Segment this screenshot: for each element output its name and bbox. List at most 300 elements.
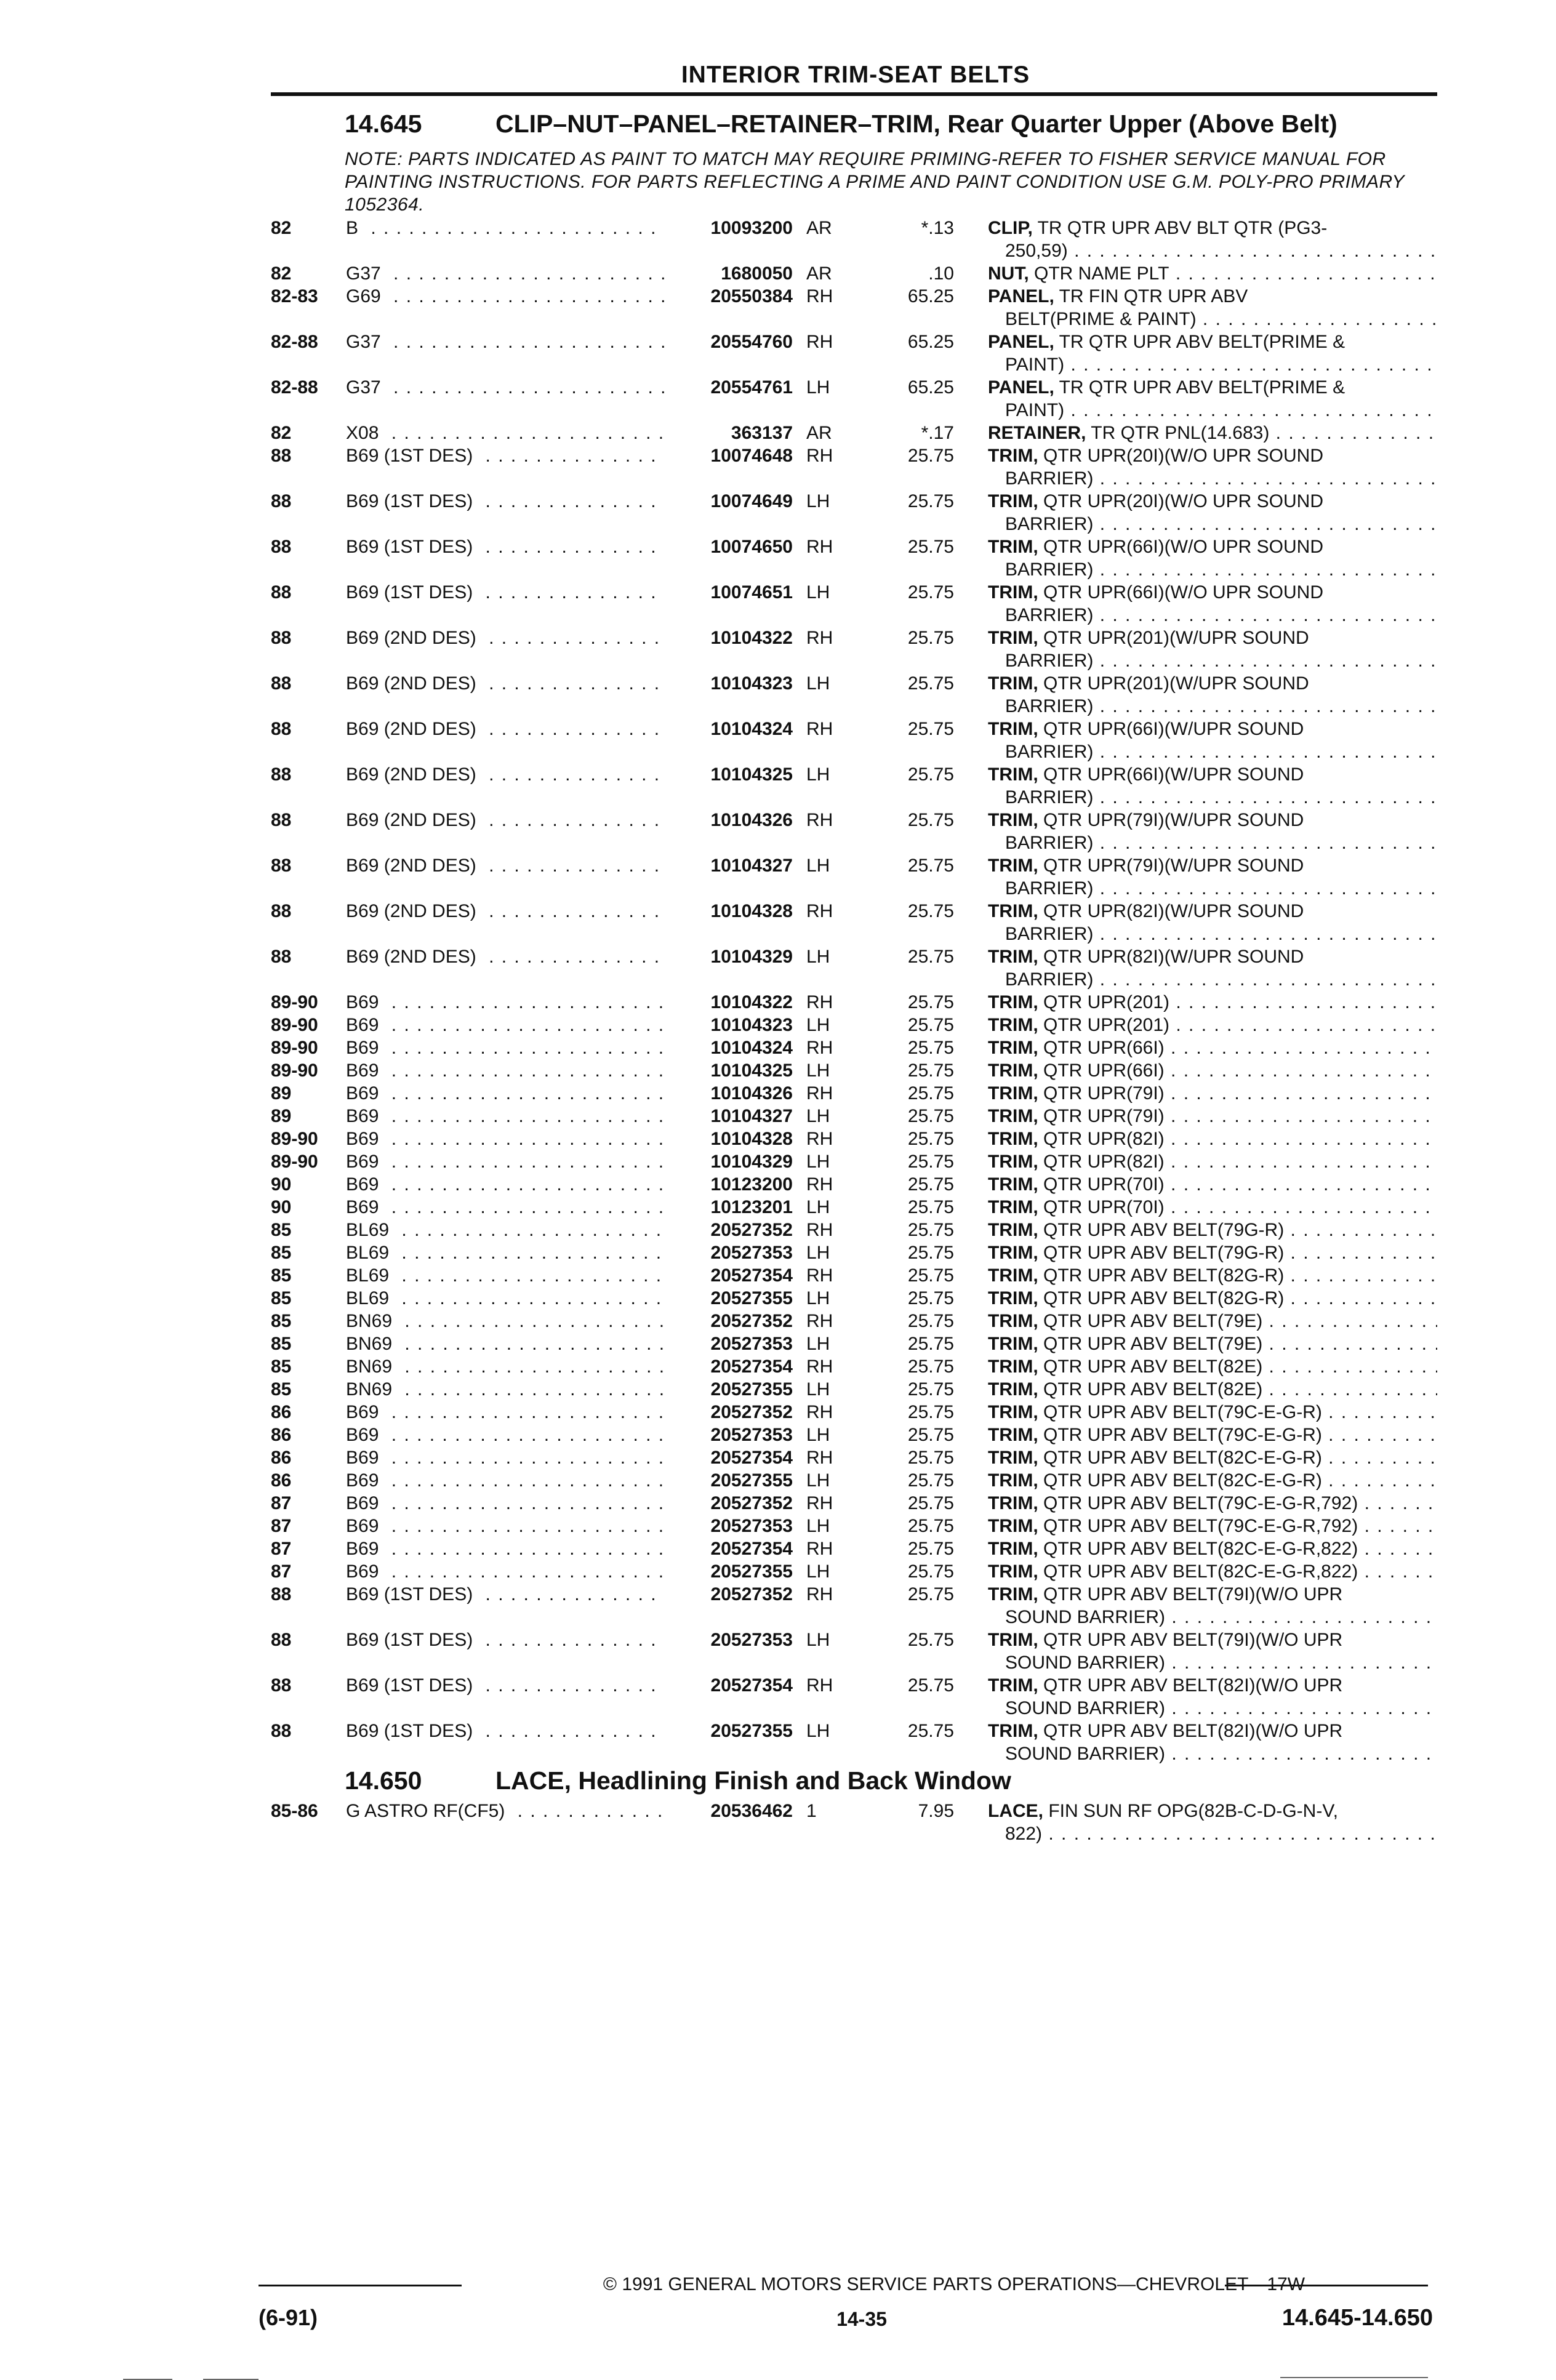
body-model-text: BL69 (346, 1243, 395, 1263)
description (988, 1287, 1437, 1310)
body-model-text: B69 (346, 1516, 385, 1536)
description-continuation: BELT(PRIME & PAINT) . . . (988, 308, 1437, 331)
description (988, 1310, 1437, 1332)
part-number: 20527352 (665, 1583, 793, 1606)
header-rule (271, 92, 1437, 96)
body-model-text: B69 (346, 1470, 385, 1491)
description (988, 991, 1437, 1014)
description-continuation: SOUND BARRIER) . . . (988, 1742, 1437, 1765)
description-text: QTR UPR ABV BELT(82G-R) (1038, 1265, 1285, 1286)
section-number: 14.645 (345, 110, 422, 138)
table-row (0, 718, 1556, 763)
description-noun: TRIM, (988, 628, 1038, 648)
model-years: 89-90 (271, 992, 318, 1012)
body-model-text: B69 (2ND DES) (346, 810, 483, 830)
description-noun: LACE, (988, 1801, 1043, 1821)
table-row (0, 763, 1556, 809)
body-model-text: B69 (346, 1038, 385, 1058)
part-number: 20554760 (665, 331, 793, 353)
description-text: QTR UPR(82I) (1038, 1152, 1165, 1172)
description-line (988, 1036, 1437, 1059)
price: *.17 (921, 423, 954, 443)
description-text: QTR UPR ABV BELT(79G-R) (1038, 1220, 1285, 1240)
model-years: 82-83 (271, 286, 318, 307)
description (988, 854, 1437, 900)
body-model (346, 991, 666, 1014)
description-line (988, 1424, 1437, 1446)
model-years: 89 (271, 1083, 292, 1104)
model-years: 89 (271, 1106, 292, 1126)
part-number: 20527353 (665, 1332, 793, 1355)
description-continuation: SOUND BARRIER) . . . (988, 1697, 1437, 1720)
table-row (0, 809, 1556, 854)
body-model-text: B69 (346, 1129, 385, 1149)
part-number: 10104325 (665, 763, 793, 786)
description-line (988, 627, 1437, 649)
price: 25.75 (907, 810, 954, 830)
quantity: LH (806, 1060, 830, 1081)
body-model (346, 1287, 666, 1310)
description (988, 1800, 1437, 1845)
description (988, 1264, 1437, 1287)
body-model (346, 535, 666, 558)
description-text: QTR UPR(79I)(W/UPR SOUND (1038, 810, 1304, 830)
quantity: RH (806, 1174, 833, 1195)
description-continuation: BARRIER) . . . (988, 695, 1437, 718)
part-number: 10093200 (665, 217, 793, 239)
part-number: 10123200 (665, 1173, 793, 1196)
price: 25.75 (907, 1425, 954, 1445)
quantity: LH (806, 1243, 830, 1263)
part-number: 363137 (665, 422, 793, 444)
description-line (988, 1241, 1437, 1264)
price: 25.75 (907, 764, 954, 785)
price: 25.75 (907, 1311, 954, 1331)
quantity: AR (806, 263, 832, 284)
description-line (988, 217, 1437, 239)
section-14645-heading (345, 110, 1337, 138)
part-number: 20527355 (665, 1720, 793, 1742)
description (988, 763, 1437, 809)
quantity: RH (806, 901, 833, 921)
description (988, 1173, 1437, 1196)
description-text: QTR UPR ABV BELT(79C-E-G-R) (1038, 1425, 1322, 1445)
running-header-title: INTERIOR TRIM-SEAT BELTS (681, 62, 1030, 88)
description-line (988, 1515, 1437, 1537)
body-model-text: B69 (2ND DES) (346, 947, 483, 967)
description-noun: TRIM, (988, 537, 1038, 557)
body-model-text: B (346, 218, 364, 238)
quantity: LH (806, 764, 830, 785)
part-number: 10074649 (665, 490, 793, 513)
description (988, 444, 1437, 490)
description-noun: RETAINER, (988, 423, 1086, 443)
description-text: QTR UPR ABV BELT(82C-E-G-R) (1038, 1448, 1322, 1468)
description (988, 1674, 1437, 1720)
body-model-text: B69 (346, 1539, 385, 1559)
model-years: 88 (271, 1675, 292, 1696)
price: 25.75 (907, 1721, 954, 1741)
price: 25.75 (907, 855, 954, 876)
description-text: QTR UPR(70I) (1038, 1174, 1165, 1195)
description (988, 1105, 1437, 1128)
description-noun: TRIM, (988, 1265, 1038, 1286)
quantity: RH (806, 1584, 833, 1605)
body-model-text: B69 (346, 1402, 385, 1422)
section-number: 14.650 (345, 1766, 422, 1795)
quantity: LH (806, 1470, 830, 1491)
description (988, 262, 1437, 285)
part-number: 20527355 (665, 1560, 793, 1583)
body-model-text: B69 (1ST DES) (346, 582, 479, 603)
price: 25.75 (907, 1448, 954, 1468)
part-number: 10104324 (665, 718, 793, 740)
body-model (346, 1424, 666, 1446)
description-text: QTR UPR(201) (1038, 1015, 1170, 1035)
quantity: LH (806, 1334, 830, 1354)
body-model-text: B69 (1ST DES) (346, 446, 479, 466)
price: 25.75 (907, 1083, 954, 1104)
part-number: 20527354 (665, 1355, 793, 1378)
description-line (988, 422, 1437, 444)
description-line (988, 1150, 1437, 1173)
model-years: 90 (271, 1174, 292, 1195)
price: 25.75 (907, 901, 954, 921)
description (988, 627, 1437, 672)
description-continuation: PAINT) . . . (988, 399, 1437, 422)
footer-page-number: 14-35 (836, 2308, 887, 2330)
description-noun: TRIM, (988, 1288, 1038, 1308)
model-years: 82-88 (271, 332, 318, 352)
description (988, 1128, 1437, 1150)
model-years: 87 (271, 1561, 292, 1582)
model-years: 86 (271, 1402, 292, 1422)
body-model (346, 1196, 666, 1219)
description (988, 1241, 1437, 1264)
description-text: TR QTR PNL(14.683) (1086, 423, 1270, 443)
description-text: QTR UPR(66I) (1038, 1038, 1165, 1058)
model-years: 85 (271, 1356, 292, 1377)
table-row (0, 535, 1556, 581)
body-model (346, 376, 666, 399)
body-model (346, 1036, 666, 1059)
table-row (0, 854, 1556, 900)
quantity: LH (806, 1152, 830, 1172)
description-noun: TRIM, (988, 1561, 1038, 1582)
description (988, 581, 1437, 627)
price: 25.75 (907, 673, 954, 694)
price: 25.75 (907, 992, 954, 1012)
description-noun: CLIP, (988, 218, 1033, 238)
description (988, 490, 1437, 535)
description-line (988, 1674, 1437, 1697)
description-text: QTR NAME PLT (1029, 263, 1169, 284)
price: 25.75 (907, 1288, 954, 1308)
footer-date-code: (6-91) (259, 2305, 318, 2330)
quantity: LH (806, 582, 830, 603)
description (988, 1629, 1437, 1674)
description (988, 1583, 1437, 1629)
table-row (0, 627, 1556, 672)
part-number: 20527352 (665, 1219, 793, 1241)
description (988, 945, 1437, 991)
description-continuation: 822) . . . (988, 1822, 1437, 1845)
model-years: 82 (271, 423, 292, 443)
body-model-text: B69 (346, 1493, 385, 1513)
description-noun: TRIM, (988, 1311, 1038, 1331)
body-model-text: G37 (346, 332, 387, 352)
model-years: 90 (271, 1197, 292, 1217)
description-noun: TRIM, (988, 764, 1038, 785)
description-continuation: SOUND BARRIER) . . . (988, 1651, 1437, 1674)
body-model-text: BN69 (346, 1356, 398, 1377)
description-text: QTR UPR ABV BELT(82G-R) (1038, 1288, 1285, 1308)
part-number: 10074651 (665, 581, 793, 604)
table-row (0, 331, 1556, 376)
description-line (988, 1401, 1437, 1424)
description-noun: TRIM, (988, 1448, 1038, 1468)
quantity: RH (806, 1220, 833, 1240)
description-noun: NUT, (988, 263, 1029, 284)
body-model-text: B69 (1ST DES) (346, 491, 479, 511)
body-model-text: B69 (346, 1174, 385, 1195)
description-text: QTR UPR(20I)(W/O UPR SOUND (1038, 491, 1324, 511)
body-model (346, 1800, 666, 1822)
model-years: 89-90 (271, 1060, 318, 1081)
part-number: 10104329 (665, 945, 793, 968)
description-noun: TRIM, (988, 1516, 1038, 1536)
quantity: RH (806, 1448, 833, 1468)
body-model (346, 1150, 666, 1173)
model-years: 88 (271, 582, 292, 603)
quantity: RH (806, 332, 833, 352)
body-model-text: BL69 (346, 1265, 395, 1286)
description-text: QTR UPR(201) (1038, 992, 1170, 1012)
model-years: 87 (271, 1516, 292, 1536)
quantity: LH (806, 377, 830, 398)
body-model-text: B69 (1ST DES) (346, 537, 479, 557)
body-model-text: B69 (1ST DES) (346, 1721, 479, 1741)
description-text: QTR UPR ABV BELT(82I)(W/O UPR (1038, 1675, 1343, 1696)
description-line (988, 1128, 1437, 1150)
quantity: LH (806, 1197, 830, 1217)
price: 25.75 (907, 1493, 954, 1513)
footer-rule-left (259, 2285, 462, 2286)
body-model-text: X08 (346, 423, 385, 443)
description-text: TR FIN QTR UPR ABV (1054, 286, 1248, 307)
description-noun: TRIM, (988, 992, 1038, 1012)
description-text: QTR UPR ABV BELT(79E) (1038, 1334, 1263, 1354)
part-number: 10104323 (665, 672, 793, 695)
description-noun: TRIM, (988, 1402, 1038, 1422)
description-text: QTR UPR ABV BELT(79C-E-G-R,792) (1038, 1493, 1358, 1513)
body-model (346, 1469, 666, 1492)
description-text: QTR UPR(201)(W/UPR SOUND (1038, 673, 1309, 694)
model-years: 88 (271, 810, 292, 830)
quantity: LH (806, 1630, 830, 1650)
description-noun: TRIM, (988, 1060, 1038, 1081)
model-years: 85-86 (271, 1801, 318, 1821)
part-number: 10074648 (665, 444, 793, 467)
body-model (346, 285, 666, 308)
model-years: 85 (271, 1265, 292, 1286)
description-noun: TRIM, (988, 719, 1038, 739)
description-text: FIN SUN RF OPG(82B-C-D-G-N-V, (1043, 1801, 1338, 1821)
description-line (988, 1583, 1437, 1606)
price: 65.25 (907, 286, 954, 307)
model-years: 85 (271, 1334, 292, 1354)
description-line (988, 444, 1437, 467)
body-model (346, 1310, 666, 1332)
model-years: 87 (271, 1539, 292, 1559)
price: 25.75 (907, 1129, 954, 1149)
description-continuation: SOUND BARRIER) . . . (988, 1606, 1437, 1629)
quantity: RH (806, 1265, 833, 1286)
part-number: 10104326 (665, 809, 793, 831)
description (988, 1059, 1437, 1082)
table-row (0, 1583, 1556, 1629)
description-noun: TRIM, (988, 1220, 1038, 1240)
part-number: 20527354 (665, 1446, 793, 1469)
description (988, 1469, 1437, 1492)
description-text: QTR UPR(20I)(W/O UPR SOUND (1038, 446, 1324, 466)
part-number: 10104322 (665, 627, 793, 649)
model-years: 82 (271, 218, 292, 238)
price: 25.75 (907, 1152, 954, 1172)
body-model-text: B69 (346, 1083, 385, 1104)
price: 25.75 (907, 1106, 954, 1126)
price: 25.75 (907, 1265, 954, 1286)
description (988, 1196, 1437, 1219)
table-row (0, 490, 1556, 535)
body-model (346, 1629, 666, 1651)
description (988, 422, 1437, 444)
description (988, 376, 1437, 422)
description-continuation: PAINT) . . . (988, 353, 1437, 376)
quantity: RH (806, 1083, 833, 1104)
quantity: LH (806, 1721, 830, 1741)
part-number: 10104329 (665, 1150, 793, 1173)
body-model (346, 945, 666, 968)
quantity: LH (806, 1561, 830, 1582)
description-line (988, 1014, 1437, 1036)
price: 25.75 (907, 1379, 954, 1400)
body-model-text: G69 (346, 286, 387, 307)
description-line (988, 1446, 1437, 1469)
body-model (346, 1355, 666, 1378)
part-number: 20527353 (665, 1424, 793, 1446)
part-number: 10104328 (665, 900, 793, 923)
body-model-text: B69 (346, 1425, 385, 1445)
quantity: LH (806, 1288, 830, 1308)
description-noun: TRIM, (988, 1038, 1038, 1058)
part-number: 1680050 (665, 262, 793, 285)
description-line (988, 945, 1437, 968)
body-model (346, 763, 666, 786)
body-model (346, 1560, 666, 1583)
body-model (346, 262, 666, 285)
body-model (346, 1014, 666, 1036)
description-noun: TRIM, (988, 1015, 1038, 1035)
description-text: QTR UPR(66I)(W/O UPR SOUND (1038, 582, 1324, 603)
part-number: 20554761 (665, 376, 793, 399)
part-number: 20527354 (665, 1264, 793, 1287)
body-model-text: BL69 (346, 1288, 395, 1308)
table-row (0, 444, 1556, 490)
body-model-text: B69 (2ND DES) (346, 901, 483, 921)
description-continuation: BARRIER) . . . (988, 786, 1437, 809)
description-noun: TRIM, (988, 673, 1038, 694)
description-noun: PANEL, (988, 377, 1054, 398)
table-row (0, 217, 1556, 262)
model-years: 89-90 (271, 1129, 318, 1149)
model-years: 88 (271, 1721, 292, 1741)
description-line (988, 672, 1437, 695)
model-years: 85 (271, 1220, 292, 1240)
description-text: QTR UPR(79I)(W/UPR SOUND (1038, 855, 1304, 876)
quantity: LH (806, 673, 830, 694)
quantity: LH (806, 1425, 830, 1445)
price: 25.75 (907, 1243, 954, 1263)
body-model (346, 1173, 666, 1196)
quantity: LH (806, 491, 830, 511)
body-model-text: B69 (2ND DES) (346, 764, 483, 785)
body-model-text: B69 (346, 1448, 385, 1468)
description-noun: TRIM, (988, 1334, 1038, 1354)
footer-copyright: © 1991 GENERAL MOTORS SERVICE PARTS OPERATIONS—CHEVROLET—17W (603, 2274, 1305, 2294)
body-model-text: B69 (346, 1106, 385, 1126)
body-model (346, 1241, 666, 1264)
quantity: RH (806, 628, 833, 648)
part-number: 20527355 (665, 1378, 793, 1401)
part-number: 20527354 (665, 1537, 793, 1560)
description-text: QTR UPR ABV BELT(79C-E-G-R,792) (1038, 1516, 1358, 1536)
model-years: 85 (271, 1288, 292, 1308)
body-model-text: B69 (346, 1060, 385, 1081)
price: 25.75 (907, 446, 954, 466)
price: 25.75 (907, 537, 954, 557)
body-model (346, 581, 666, 604)
price: 25.75 (907, 1584, 954, 1605)
description-text: QTR UPR(66I)(W/UPR SOUND (1038, 719, 1304, 739)
description-continuation: 250,59) . . . (988, 239, 1437, 262)
body-model-text: B69 (346, 1015, 385, 1035)
description-text: QTR UPR ABV BELT(82E) (1038, 1379, 1263, 1400)
body-model (346, 1059, 666, 1082)
description (988, 331, 1437, 376)
description-line (988, 1287, 1437, 1310)
part-number: 10074650 (665, 535, 793, 558)
part-number: 10104328 (665, 1128, 793, 1150)
model-years: 86 (271, 1425, 292, 1445)
description (988, 1537, 1437, 1560)
table-row (0, 1800, 1556, 1845)
description (988, 217, 1437, 262)
description (988, 535, 1437, 581)
body-model-text: B69 (2ND DES) (346, 855, 483, 876)
part-number: 20527355 (665, 1469, 793, 1492)
part-number: 20527353 (665, 1629, 793, 1651)
price: 25.75 (907, 719, 954, 739)
model-years: 89-90 (271, 1015, 318, 1035)
description-noun: TRIM, (988, 901, 1038, 921)
body-model (346, 627, 666, 649)
quantity: LH (806, 1015, 830, 1035)
description-text: QTR UPR ABV BELT(79G-R) (1038, 1243, 1285, 1263)
description-line (988, 809, 1437, 831)
description-text: QTR UPR(201)(W/UPR SOUND (1038, 628, 1309, 648)
description-line (988, 1310, 1437, 1332)
